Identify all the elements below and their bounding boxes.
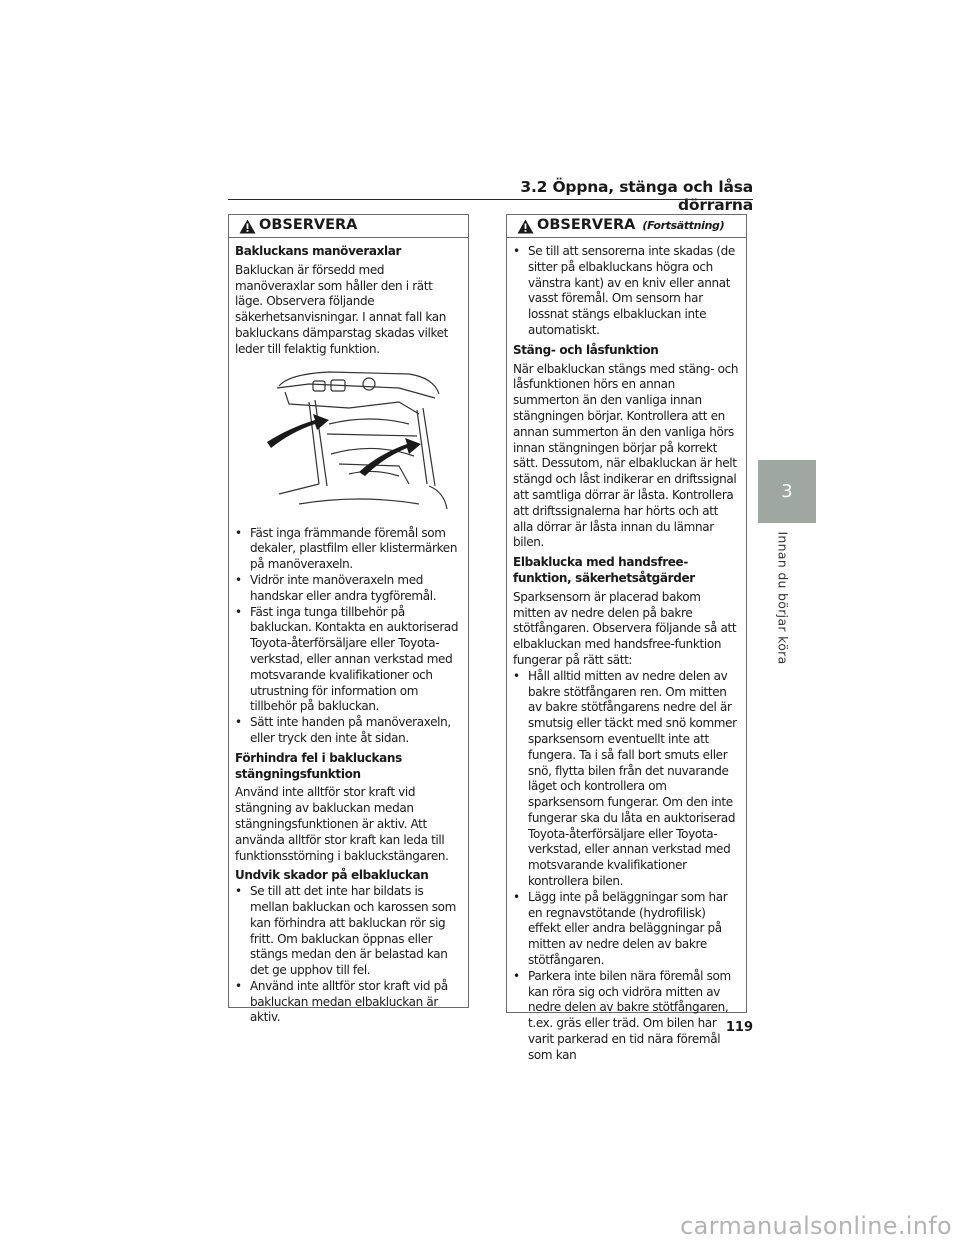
list-item: • Sätt inte handen på manöveraxeln, eller tryck den inte åt sidan. xyxy=(235,715,462,747)
list-item: • Fäst inga främmande föremål som dekaler, plastfilm eller klistermärken på manöveraxeln. xyxy=(235,526,462,573)
section-paragraph: Använd inte alltför stor kraft vid stängning av bakluckan medan stängningsfunktionen är aktiv. Att använda alltför stor kraft kan leda till funktionsstörning i bakluckstängaren. xyxy=(235,785,449,863)
list-item: • Se till att sensorerna inte skadas (de sitter på elbakluckans högra och vänstra kant) av en kniv eller annat vasst föremål. Om sensorn har lossnat stängs elbakluckan inte automatiskt. xyxy=(513,244,740,339)
caution-label: OBSERVERA xyxy=(259,217,358,234)
list-item: • Vidrör inte manöveraxeln med handskar eller andra tygföremål. xyxy=(235,573,462,605)
tailgate-illustration xyxy=(249,364,449,514)
caution-header xyxy=(507,215,746,238)
bullet-list xyxy=(513,244,740,339)
watermark: carmanualsonline.info xyxy=(680,1212,952,1240)
list-item: • Lägg inte på beläggningar som har en regnavstötande (hydrofilisk) effekt eller andra beläggningar på mitten av nedre delen av bakre stötfångaren. xyxy=(513,890,740,969)
list-item: • Håll alltid mitten av nedre delen av bakre stötfångaren ren. Om mitten av bakre stötfångarens nedre del är smutsig eller täckt med snö kommer sparksensorn eventuellt inte att fungera. Ta i så fall bort smuts eller snö, flytta bilen från det nuvarande läget och kontrollera om sparksensorn fungerar. Om den inte fungerar ska du låta en auktoriserad Toyota-återförsäljare eller Toyota-verkstad, eller annan verkstad med motsvarande kvalifikationer kontrollera bilen. xyxy=(513,669,740,890)
section-title: 3.2 Öppna, stänga och låsa dörrarna xyxy=(520,178,753,214)
section-paragraph: När elbakluckan stängs med stäng- och låsfunktionen hörs en annan summerton än den vanliga innan stängningen börjar. Kontrollera att en annan summerton än den vanliga hörs innan stängningen börjar på korrekt sätt. Dessutom, när elbakluckan är helt stängd och låst indikerar en driftssignal att samtliga dörrar är låsta. Kontrollera att driftssignalerna har hörts och att alla dörrar är låsta innan du lämnar bilen. xyxy=(513,361,739,550)
chapter-number: 3 xyxy=(781,481,793,502)
section-paragraph: Bakluckan är försedd med manöveraxlar som håller den i rätt läge. Observera följande säkerhetsanvisningar. I annat fall kan bakluckans dämparstag skadas vilket leder till felaktig funktion. xyxy=(235,262,449,356)
bullet-list xyxy=(513,669,740,1064)
section-heading: Bakluckans manöveraxlar xyxy=(235,244,402,258)
section-heading: Elbaklucka med handsfree-funktion, säkerhetsåtgärder xyxy=(513,555,695,585)
section-paragraph: Sparksensorn är placerad bakom mitten av nedre delen på bakre stötfångaren. Observera följande så att elbakluckan med handsfree-funktion fungerar på rätt sätt: xyxy=(513,589,737,667)
chapter-tab[interactable] xyxy=(758,460,816,523)
list-item: • Parkera inte bilen nära föremål som kan röra sig och vidröra mitten av nedre delen av bakre stötfångaren, t.ex. gräs eller träd. Om bilen har varit parkerad en tid nära föremål som kan xyxy=(513,969,740,1064)
bullet-list xyxy=(235,884,462,1026)
warning-icon xyxy=(239,219,256,234)
section-heading: Förhindra fel i bakluckans stängningsfunktion xyxy=(235,750,402,781)
list-item: • Använd inte alltför stor kraft vid på bakluckan medan elbakluckan är aktiv. xyxy=(235,979,462,1026)
bullet-list xyxy=(235,526,462,747)
section-heading: Undvik skador på elbakluckan xyxy=(235,868,429,883)
page-number: 119 xyxy=(725,1020,753,1035)
caution-box-left xyxy=(228,214,469,1025)
caution-header xyxy=(229,215,468,238)
section-heading: Stäng- och låsfunktion xyxy=(513,342,659,357)
list-item: • Se till att det inte har bildats is mellan bakluckan och karossen som kan förhindra att bakluckan rör sig fritt. Om bakluckan öppnas eller stängs medan den är belastad kan det ge upphov till fel. xyxy=(235,884,462,979)
chapter-title: Innan du börjar köra xyxy=(775,531,791,665)
warning-icon xyxy=(517,219,534,234)
header-rule xyxy=(228,199,753,200)
caution-label: OBSERVERA xyxy=(537,217,636,234)
continuation-label: (Fortsättning) xyxy=(642,219,725,233)
list-item: • Fäst inga tunga tillbehör på bakluckan. Kontakta en auktoriserad Toyota-återförsäljare eller Toyota-verkstad, eller annan verkstad med motsvarande kvalifikationer och utrustning för information om tillbehör på bakluckan. xyxy=(235,605,462,716)
